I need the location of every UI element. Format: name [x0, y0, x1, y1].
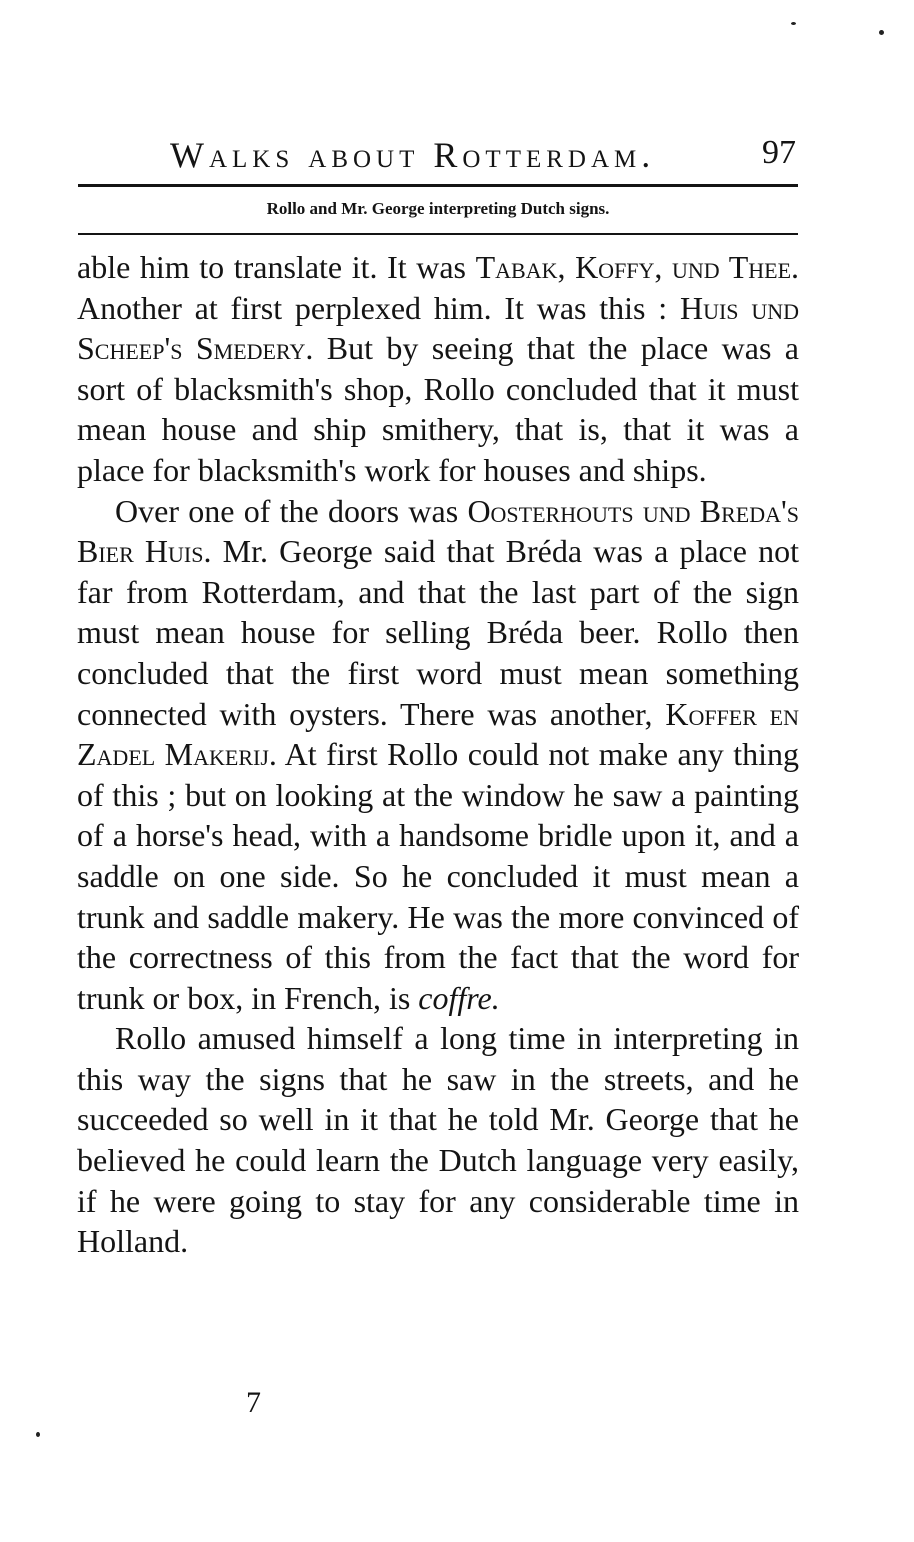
body-text: [77, 247, 799, 1262]
dutch-sign: Tabak, Koffy, und Thee.: [475, 249, 800, 285]
dutch-sign: Huis und Scheep's Smedery.: [77, 289, 799, 367]
dutch-sign: Oosterhouts und Breda's Bier Huis.: [77, 492, 799, 570]
paragraph: [77, 1018, 799, 1262]
text-run: Over one of the doors was: [115, 492, 468, 529]
header-rule-bottom: [78, 233, 798, 235]
paragraph: [77, 491, 799, 1019]
header-rule-top: [78, 184, 798, 187]
ink-speck: [36, 1432, 40, 1437]
page-header: [78, 124, 798, 176]
paragraph: [77, 247, 799, 491]
ink-speck: [791, 22, 796, 25]
page-number: 97: [762, 134, 796, 171]
dutch-sign: Koffer en Zadel Makerij.: [77, 695, 800, 773]
italic-word: coffre.: [418, 979, 500, 1016]
running-title: Walks about Rotterdam.: [170, 135, 656, 175]
text-run: able him to translate it. It was: [77, 249, 476, 285]
section-subheading: Rollo and Mr. George interpreting Dutch signs.: [266, 199, 610, 218]
ink-speck: [879, 30, 884, 35]
text-run: Another at first perplexed him. It was this :: [77, 289, 680, 326]
signature-mark: 7: [246, 1386, 261, 1419]
text-run: Mr. George said that Bréda was a place not far from Rotterdam, and that the last part of the sign must mean house for selling Bréda beer. Rollo then concluded that the first word must mean something connected with oysters. There was another,: [77, 533, 799, 732]
text-run: But by seeing that the place was a sort of blacksmith's shop, Rollo concluded that it must mean house and ship smithery, that is, that it was a place for blacksmith's work for houses and ships.: [77, 330, 799, 488]
text-run: Rollo amused himself a long time in interpreting in this way the signs that he saw in the streets, and he succeeded so well in it that he told Mr. George that he believed he could learn the Dutch language very easily, if he were going to stay for any considerable time in Holland.: [77, 1020, 799, 1260]
text-run: At first Rollo could not make any thing of this ; but on looking at the window he saw a painting of a horse's head, with a handsome bridle upon it, and a saddle on one side. So he concluded it must mean a trunk and saddle makery. He was the more convinced of the correctness of this from the fact that the word for trunk or box, in French, is: [77, 736, 799, 1016]
